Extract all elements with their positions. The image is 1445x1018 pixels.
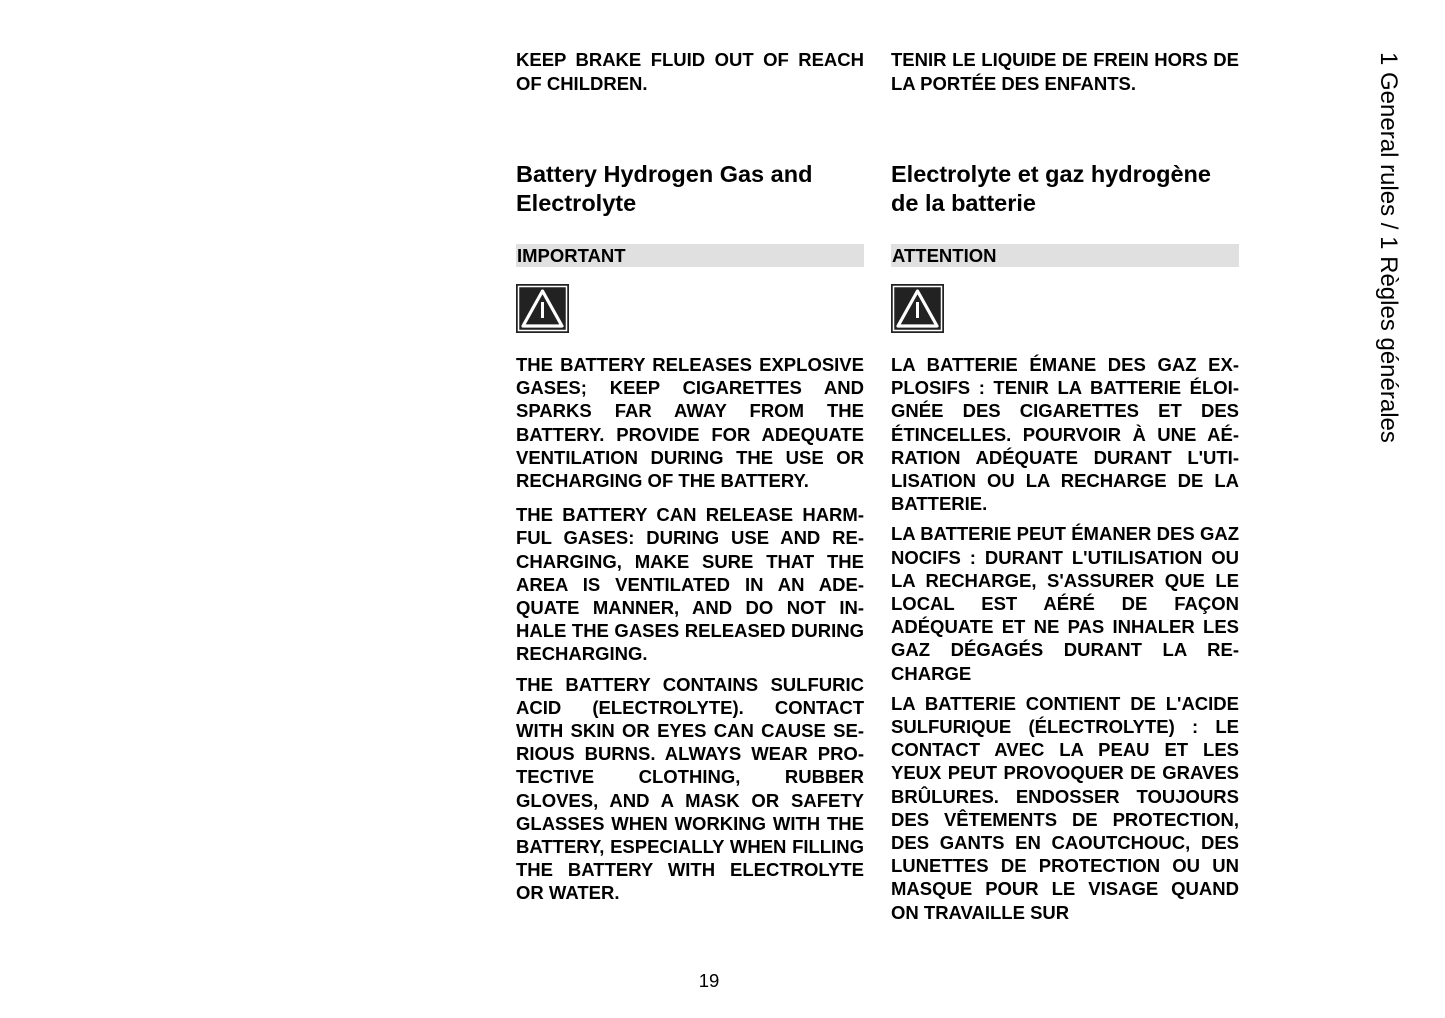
sulfuric-acid-paragraph: THE BATTERY CONTAINS SULFURIC ACID (ELECTROLYTE). CONTACT WITH SKIN OR EYES CAN CAUSE SERIOUS BURNS. ALWAYS WEAR PROTECTIVE CLOTHING, RUBBER GLOVES, AND A MASK OR SAFETY GLASSES WHEN WORKING WITH THE BATTERY, ESPECIALLY WHEN FILLING THE BATTERY WITH ELECTROLYTE OR WATER. — [516, 673, 864, 904]
chapter-side-header — [1375, 52, 1401, 452]
french-column — [891, 48, 1239, 931]
brake-fluid-warning: TENIR LE LIQUIDE DE FREIN HORS DE LA PORTÉE DES ENFANTS. — [891, 49, 1239, 94]
safety-paragraphs — [516, 353, 864, 905]
attention-label: ATTENTION — [891, 244, 1239, 267]
warning-triangle-icon — [516, 284, 569, 333]
harmful-gases-paragraph: THE BATTERY CAN RELEASE HARMFUL GASES: DURING USE AND RECHARGING, MAKE SURE THAT THE AREA IS VENTILATED IN AN ADEQUATE MANNER, AND DO NOT INHALE THE GASES RELEASED DURING RECHARGING. — [516, 504, 864, 665]
explosive-gases-paragraph: LA BATTERIE ÉMANE DES GAZ EXPLOSIFS : TENIR LA BATTERIE ÉLOIGNÉE DES CIGARETTES ET DES ÉTINCELLES. POURVOIR À UNE AÉRATION ADÉQUATE DURANT L'UTILISATION OU LA RECHARGE DE LA BATTERIE. — [891, 354, 1239, 515]
warning-triangle-icon — [891, 284, 944, 333]
section-title: Battery Hydrogen Gas and Electrolyte — [516, 161, 813, 216]
english-column — [516, 48, 864, 916]
important-label: IMPORTANT — [516, 244, 864, 267]
explosive-gases-paragraph: THE BATTERY RELEASES EXPLOSIVE GASES; KEEP CIGARETTES AND SPARKS FAR AWAY FROM THE BATTERY. PROVIDE FOR ADEQUATE VENTILATION DURING THE USE OR RECHARGING OF THE BATTERY. — [516, 354, 864, 492]
chapter-title: 1 General rules / 1 Règles générales — [1375, 52, 1402, 443]
sulfuric-acid-paragraph: LA BATTERIE CONTIENT DE L'ACIDE SULFURIQUE (ÉLECTROLYTE) : LE CONTACT AVEC LA PEAU ET LES YEUX PEUT PROVOQUER DE GRAVES BRÛLURES. ENDOSSER TOUJOURS DES VÊTEMENTS DE PROTECTION, DES GANTS EN CAOUTCHOUC, DES LUNETTES DE PROTECTION OU UN MASQUE POUR LE VISAGE QUAND ON TRAVAILLE SUR — [891, 692, 1239, 923]
brake-fluid-warning: KEEP BRAKE FLUID OUT OF REACH OF CHILDREN. — [516, 49, 864, 94]
page-number: 19 — [698, 970, 720, 991]
harmful-gases-paragraph: LA BATTERIE PEUT ÉMANER DES GAZ NOCIFS : DURANT L'UTILISATION OU LA RECHARGE, S'ASSURER QUE LE LOCAL EST AÉRÉ DE FAÇON ADÉQUATE ET NE PAS INHALER LES GAZ DÉGAGÉS DURANT LA RECHARGE — [891, 523, 1239, 684]
section-title: Electrolyte et gaz hydrogène de la batterie — [891, 161, 1211, 216]
safety-paragraphs — [891, 353, 1239, 924]
